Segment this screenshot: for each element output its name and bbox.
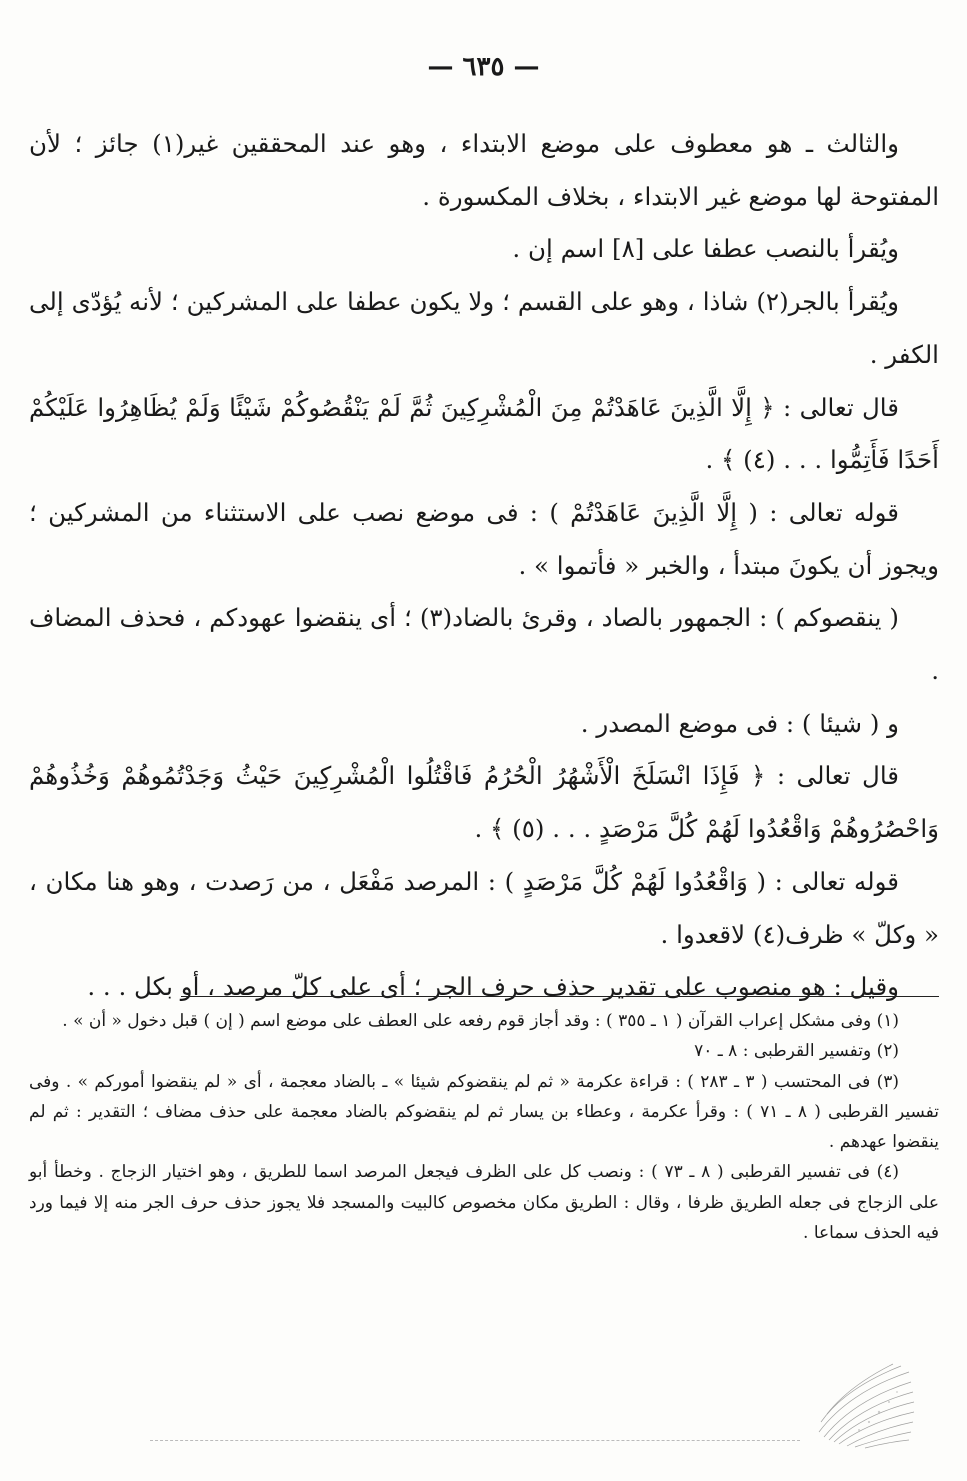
paragraph-6: ( ينقصوكم ) : الجمهور بالصاد ، وقرئ بالضاد(٣) ؛ أى ينقضوا عهودكم ، فحذف المضاف . (29, 603, 939, 686)
paragraph-3: ويُقرأ بالجر(٢) شاذا ، وهو على القسم ؛ ولا يكون عطفا على المشركين ؛ لأنه يُؤدّى إلى الكفر . (29, 287, 939, 369)
page-number: — ٦٣٥ — (427, 52, 540, 82)
paragraph-7: و ( شيئا ) : فى موضع المصدر . (580, 708, 899, 738)
footnote-separator (181, 996, 939, 997)
paragraph-9: قوله تعالى : ( وَاقْعُدُوا لَهُمْ كُلَّ مَرْصَدٍ ) : المرصد مَفْعَل ، من رَصدت ، وهو هنا مكان ، « وكلّ » ظرف(٤) لاقعدوا . (29, 866, 939, 949)
main-text (29, 118, 939, 1014)
footnote-2: (٢) وتفسير القرطبى : ٨ ـ ٧٠ (694, 1041, 899, 1062)
footnotes (29, 1006, 939, 1248)
paragraph-1: والثالث ـ هو معطوف على موضع الابتداء ، وهو عند المحققين غير(١) جائز ؛ لأن المفتوحة لها موضع غير الابتداء ، بخلاف المكسورة . (29, 129, 939, 211)
paragraph-2: ويُقرأ بالنصب عطفا على [٨] اسم إن . (512, 234, 899, 264)
scan-smudge-ornament (809, 1352, 919, 1452)
quran-verse-4: قال تعالى : ﴿ إِلَّا الَّذِينَ عَاهَدْتُمْ مِنَ الْمُشْرِكِينَ ثُمَّ لَمْ يَنْقُصُوكُمْ شَيْئًا وَلَمْ يُظَاهِرُوا عَلَيْكُمْ أَحَدًا فَأَتِمُّوا . . . (٤) ﴾ . (29, 392, 939, 475)
footnote-1: (١) وفى مشكل إعراب القرآن ( ١ ـ ٣٥٥ ) : وقد أجاز قوم رفعه على العطف على موضع اسم ( إن ) قبل دخول « أن » . (62, 1011, 899, 1031)
footnote-4: (٤) فى تفسير القرطبى ( ٨ ـ ٧٣ ) : ونصب كل على الظرف فيجعل المرصد اسما للطريق ، وهو اختيار الزجاج . وخطأ أبو على الزجاج فى جعله الطريق ظرفا ، وقال : الطريق مكان مخصوص كالبيت والمسجد فلا يجوز حذف حرف الجر منه إلا فيما ورد فيه الحذف سماعا . (29, 1162, 939, 1244)
paragraph-5: قوله تعالى : ( إِلَّا الَّذِينَ عَاهَدْتُمْ ) : فى موضع نصب على الاستثناء من المشركين ؛ ويجوز أن يكونَ مبتدأ ، والخبر « فأتموا » . (29, 497, 939, 580)
paragraph-10: وقيل : هو منصوب على تقدير حذف حرف الجر ؛ أى على كلّ مرصد ، أو بكل . . . (87, 972, 899, 1002)
footnote-3: (٣) فى المحتسب ( ٣ ـ ٢٨٣ ) : قراءة عكرمة « ثم لم ينقضوكم شيئا » ـ بالضاد معجمة ، أى « لم ينقضوا أموركم » . وفى تفسير القرطبى ( ٨ ـ ٧١ ) : وقرأ عكرمة ، وعطاء بن يسار ثم لم ينقضوكم بالضاد معجمة على حذف مضاف ؛ التقدير : ثم لم ينقضوا عهدهم . (29, 1071, 939, 1153)
quran-verse-5: قال تعالى : ﴿ فَإِذَا انْسَلَخَ الْأَشْهُرُ الْحُرُمُ فَاقْتُلُوا الْمُشْرِكِينَ حَيْثُ وَجَدْتُمُوهُمْ وَخُذُوهُمْ وَاحْصُرُوهُمْ وَاقْعُدُوا لَهُمْ كُلَّ مَرْصَدٍ . . . (٥) ﴾ . (29, 761, 939, 844)
bottom-scan-edge (150, 1440, 800, 1441)
